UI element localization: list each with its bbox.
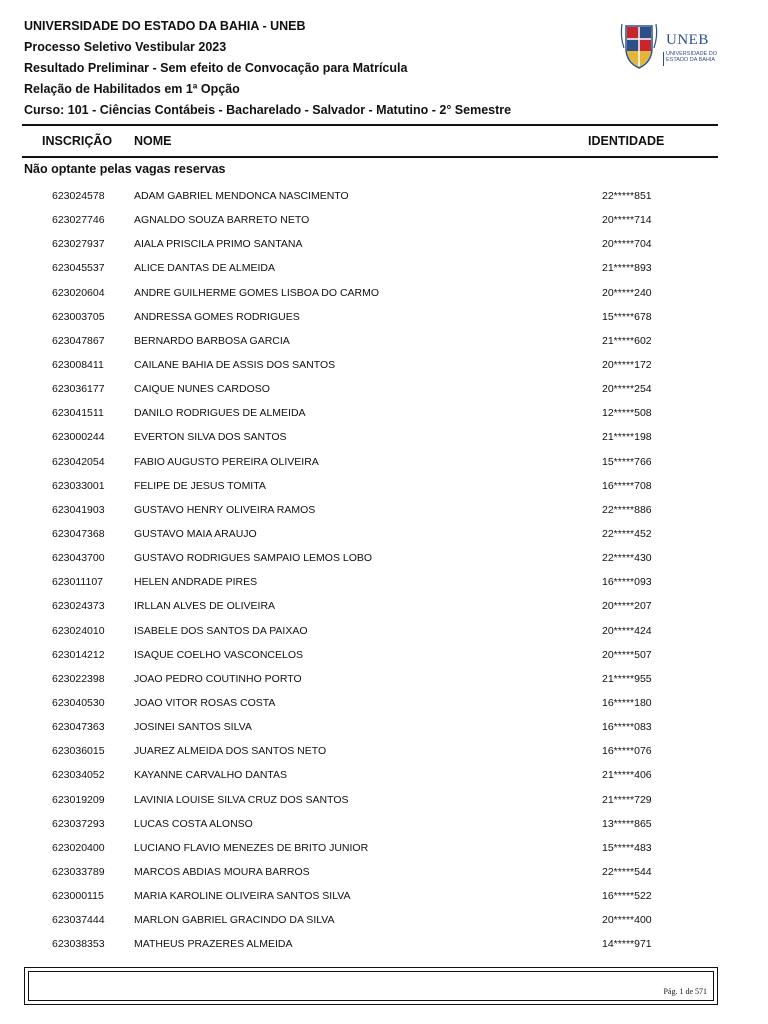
inscricao-cell: 623003705 [52,310,105,323]
inscricao-cell: 623047368 [52,527,105,540]
table-row [0,450,768,474]
inscricao-cell: 623027746 [52,214,105,227]
nome-cell: CAILANE BAHIA DE ASSIS DOS SANTOS [134,358,336,371]
identidade-cell: 20*****507 [602,648,652,661]
identidade-cell: 20*****424 [602,624,652,637]
logo-subtitle: UNIVERSIDADE DO ESTADO DA BAHIA [666,51,718,63]
result-title: Resultado Preliminar - Sem efeito de Convocação para Matrícula [24,61,408,75]
page-number: Pág. 1 de 571 [663,987,707,996]
nome-cell: FABIO AUGUSTO PEREIRA OLIVEIRA [134,455,319,468]
identidade-cell: 20*****704 [602,238,652,251]
nome-cell: ALICE DANTAS DE ALMEIDA [134,262,276,275]
nome-cell: BERNARDO BARBOSA GARCIA [134,334,290,347]
identidade-cell: 16*****083 [602,721,652,734]
nome-cell: LUCAS COSTA ALONSO [134,817,253,830]
table-row [0,643,768,667]
table-row [0,498,768,522]
identidade-cell: 21*****602 [602,334,652,347]
nome-cell: KAYANNE CARVALHO DANTAS [134,769,288,782]
identidade-cell: 16*****522 [602,890,652,903]
nome-cell: MARLON GABRIEL GRACINDO DA SILVA [134,914,335,927]
inscricao-cell: 623033789 [52,865,105,878]
inscricao-cell: 623034052 [52,769,105,782]
inscricao-cell: 623038353 [52,938,105,951]
table-row [0,281,768,305]
logo-divider [663,52,664,66]
list-title: Relação de Habilitados em 1ª Opção [24,82,240,96]
nome-cell: ANDRESSA GOMES RODRIGUES [134,310,300,323]
table-row [0,570,768,594]
nome-cell: HELEN ANDRADE PIRES [134,576,258,589]
nome-cell: LUCIANO FLAVIO MENEZES DE BRITO JUNIOR [134,841,369,854]
table-row [0,932,768,956]
inscricao-cell: 623041903 [52,503,105,516]
identidade-cell: 22*****886 [602,503,652,516]
identidade-cell: 16*****180 [602,696,652,709]
table-row [0,184,768,208]
inscricao-cell: 623040530 [52,696,105,709]
inscricao-cell: 623045537 [52,262,105,275]
identidade-cell: 14*****971 [602,938,652,951]
inscricao-cell: 623000115 [52,890,104,903]
nome-cell: JOAO VITOR ROSAS COSTA [134,696,276,709]
inscricao-cell: 623037444 [52,914,105,927]
nome-cell: GUSTAVO RODRIGUES SAMPAIO LEMOS LOBO [134,552,373,565]
table-row [0,763,768,787]
table-row [0,425,768,449]
nome-cell: MATHEUS PRAZERES ALMEIDA [134,938,293,951]
nome-cell: GUSTAVO MAIA ARAUJO [134,527,257,540]
logo-wordmark: UNEB [666,32,709,48]
inscricao-cell: 623027937 [52,238,105,251]
inscricao-cell: 623011107 [52,576,103,589]
university-name: UNIVERSIDADE DO ESTADO DA BAHIA - UNEB [24,19,306,33]
table-row [0,329,768,353]
page-footer [24,967,718,1005]
inscricao-cell: 623037293 [52,817,105,830]
table-row [0,256,768,280]
nome-cell: ISAQUE COELHO VASCONCELOS [134,648,304,661]
identidade-cell: 20*****254 [602,383,652,396]
column-header-nome: NOME [134,134,172,148]
table-row [0,377,768,401]
nome-cell: ISABELE DOS SANTOS DA PAIXAO [134,624,308,637]
inscricao-cell: 623020400 [52,841,105,854]
identidade-cell: 16*****076 [602,745,652,758]
inscricao-cell: 623024373 [52,600,105,613]
identidade-cell: 15*****678 [602,310,652,323]
inscricao-cell: 623020604 [52,286,105,299]
inscricao-cell: 623024578 [52,190,105,202]
inscricao-cell: 623047867 [52,334,105,347]
inscricao-cell: 623047363 [52,721,105,734]
inscricao-cell: 623024010 [52,624,105,637]
nome-cell: IRLLAN ALVES DE OLIVEIRA [134,600,276,613]
inscricao-cell: 623033001 [52,479,105,492]
table-row [0,812,768,836]
inscricao-cell: 623014212 [52,648,105,661]
identidade-cell: 16*****093 [602,576,652,589]
table-row [0,474,768,498]
identidade-cell: 21*****955 [602,672,652,685]
candidate-list [0,184,768,957]
nome-cell: EVERTON SILVA DOS SANTOS [134,431,287,444]
identidade-cell: 21*****406 [602,769,652,782]
nome-cell: DANILO RODRIGUES DE ALMEIDA [134,407,306,420]
inscricao-cell: 623000244 [52,431,105,444]
inscricao-cell: 623036177 [52,383,105,396]
identidade-cell: 22*****544 [602,865,652,878]
table-row [0,788,768,812]
inscricao-cell: 623022398 [52,672,105,685]
nome-cell: ADAM GABRIEL MENDONCA NASCIMENTO [134,190,349,202]
identidade-cell: 20*****207 [602,600,652,613]
identidade-cell: 20*****400 [602,914,652,927]
identidade-cell: 21*****198 [602,431,652,444]
inscricao-cell: 623019209 [52,793,105,806]
table-row [0,594,768,618]
table-row [0,884,768,908]
exam-title: Processo Seletivo Vestibular 2023 [24,40,227,54]
nome-cell: ANDRE GUILHERME GOMES LISBOA DO CARMO [134,286,380,299]
table-row [0,836,768,860]
nome-cell: MARCOS ABDIAS MOURA BARROS [134,865,310,878]
nome-cell: AGNALDO SOUZA BARRETO NETO [134,214,310,227]
nome-cell: MARIA KAROLINE OLIVEIRA SANTOS SILVA [134,890,351,903]
column-header-identidade: IDENTIDADE [588,134,665,148]
identidade-cell: 22*****430 [602,552,652,565]
inscricao-cell: 623036015 [52,745,105,758]
table-row [0,715,768,739]
uneb-crest-icon [618,22,660,70]
table-row [0,691,768,715]
table-row [0,860,768,884]
inscricao-cell: 623041511 [52,407,104,420]
identidade-cell: 22*****851 [602,190,652,202]
identidade-cell: 22*****452 [602,527,652,540]
nome-cell: JOSINEI SANTOS SILVA [134,721,252,734]
nome-cell: GUSTAVO HENRY OLIVEIRA RAMOS [134,503,316,516]
inscricao-cell: 623008411 [52,358,104,371]
column-header-inscricao: INSCRIÇÃO [42,134,113,148]
identidade-cell: 21*****729 [602,793,652,806]
inscricao-cell: 623043700 [52,552,105,565]
table-row [0,522,768,546]
nome-cell: FELIPE DE JESUS TOMITA [134,479,266,492]
table-row [0,401,768,425]
table-row [0,353,768,377]
table-row [0,546,768,570]
table-row [0,667,768,691]
nome-cell: JOAO PEDRO COUTINHO PORTO [134,672,302,685]
document-header [24,16,604,100]
table-row [0,232,768,256]
inscricao-cell: 623042054 [52,455,105,468]
table-row [0,305,768,329]
table-row [0,208,768,232]
identidade-cell: 20*****172 [602,358,652,371]
identidade-cell: 12*****508 [602,407,652,420]
identidade-cell: 15*****766 [602,455,652,468]
header-top-rule [22,124,718,126]
section-title: Não optante pelas vagas reservas [24,162,226,176]
identidade-cell: 15*****483 [602,841,652,854]
identidade-cell: 21*****893 [602,262,652,275]
table-row [0,739,768,763]
nome-cell: LAVINIA LOUISE SILVA CRUZ DOS SANTOS [134,793,349,806]
table-row [0,619,768,643]
nome-cell: JUAREZ ALMEIDA DOS SANTOS NETO [134,745,327,758]
identidade-cell: 16*****708 [602,479,652,492]
identidade-cell: 20*****240 [602,286,652,299]
nome-cell: AIALA PRISCILA PRIMO SANTANA [134,238,303,251]
identidade-cell: 13*****865 [602,817,652,830]
course-title: Curso: 101 - Ciências Contábeis - Bacharelado - Salvador - Matutino - 2° Semestre [24,103,512,117]
nome-cell: CAIQUE NUNES CARDOSO [134,383,270,396]
identidade-cell: 20*****714 [602,214,652,227]
footer-frame [28,971,714,1001]
header-bottom-rule [22,156,718,158]
uneb-logo [618,22,720,72]
table-row [0,908,768,932]
